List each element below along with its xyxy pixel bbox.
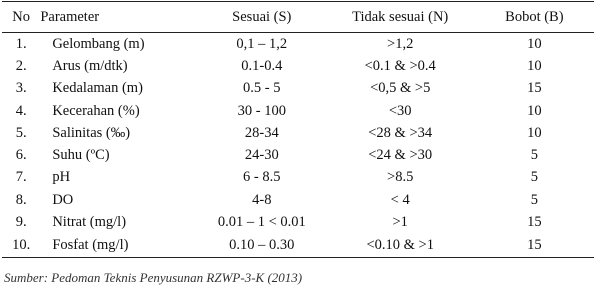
cell-no: 1. [15,35,27,52]
cell-no: 6. [15,147,27,164]
cell-sesuai: 0.5 - 5 [243,80,281,97]
cell-sesuai: 6 - 8.5 [243,169,281,186]
cell-parameter: pH [52,169,71,186]
table-row [2,100,594,122]
cell-bobot: 10 [527,124,542,141]
header-parameter: Parameter [40,2,198,33]
cell-no: 5. [15,124,27,141]
cell-bobot: 5 [530,191,538,208]
cell-parameter: DO [52,191,74,208]
cell-no: 3. [15,80,27,97]
cell-parameter: Kedalaman (m) [52,80,143,97]
cell-sesuai: 24-30 [244,147,279,164]
cell-bobot: 15 [527,214,542,231]
cell-parameter: Arus (m/dtk) [52,57,128,74]
cell-tidak-sesuai: <24 & >30 [368,147,433,164]
cell-no: 4. [15,102,27,119]
table-row [2,189,594,211]
cell-tidak-sesuai: >1,2 [387,35,414,52]
cell-sesuai: 0.1-0.4 [241,57,283,74]
cell-no: 2. [15,57,27,74]
table-row [2,55,594,77]
cell-no: 7. [15,169,27,186]
header-sesuai: Sesuai (S) [198,2,326,33]
cell-sesuai: 0.10 – 0.30 [198,234,326,258]
table-row [2,33,594,56]
table-row [2,167,594,189]
cell-sesuai: 0,1 – 1,2 [236,35,288,52]
table-row [2,144,594,166]
cell-bobot: 10 [527,102,542,119]
table-row [2,122,594,144]
cell-sesuai: 30 - 100 [237,102,286,119]
cell-parameter: Fosfat (mg/l) [40,234,198,258]
cell-sesuai: 0.01 – 1 < 0.01 [217,214,306,231]
header-tidak-sesuai: Tidak sesuai (N) [326,2,475,33]
cell-tidak-sesuai: >1 [392,214,408,231]
parameter-table-container [2,1,594,258]
table-row [2,211,594,233]
source-note: Sumber: Pedoman Teknis Penyusunan RZWP-3-K (2013) [4,270,303,285]
cell-parameter: Salinitas (‰) [52,124,131,141]
cell-tidak-sesuai: >8.5 [387,169,414,186]
parameter-suitability-table [2,1,594,258]
cell-bobot: 5 [530,147,538,164]
cell-parameter: Suhu (ºC) [52,147,110,164]
cell-tidak-sesuai: < 4 [390,191,410,208]
cell-bobot: 15 [527,80,542,97]
table-header-row [2,2,594,33]
cell-tidak-sesuai: <0,5 & >5 [370,80,431,97]
cell-bobot: 5 [530,169,538,186]
cell-sesuai: 28-34 [244,124,279,141]
cell-tidak-sesuai: <0.1 & >0.4 [364,57,436,74]
cell-parameter: Gelombang (m) [52,35,145,52]
cell-no: 10. [2,234,40,258]
cell-tidak-sesuai: <0.10 & >1 [326,234,475,258]
header-bobot: Bobot (B) [475,2,594,33]
cell-bobot: 10 [527,35,542,52]
cell-no: 9. [15,214,27,231]
cell-bobot: 15 [475,234,594,258]
cell-tidak-sesuai: <30 [388,102,412,119]
table-row [2,78,594,100]
cell-no: 8. [15,191,27,208]
cell-tidak-sesuai: <28 & >34 [368,124,433,141]
cell-bobot: 10 [527,57,542,74]
cell-parameter: Kecerahan (%) [52,102,140,119]
table-row [2,234,594,258]
cell-parameter: Nitrat (mg/l) [52,214,127,231]
cell-sesuai: 4-8 [252,191,272,208]
header-no: No [2,2,40,33]
